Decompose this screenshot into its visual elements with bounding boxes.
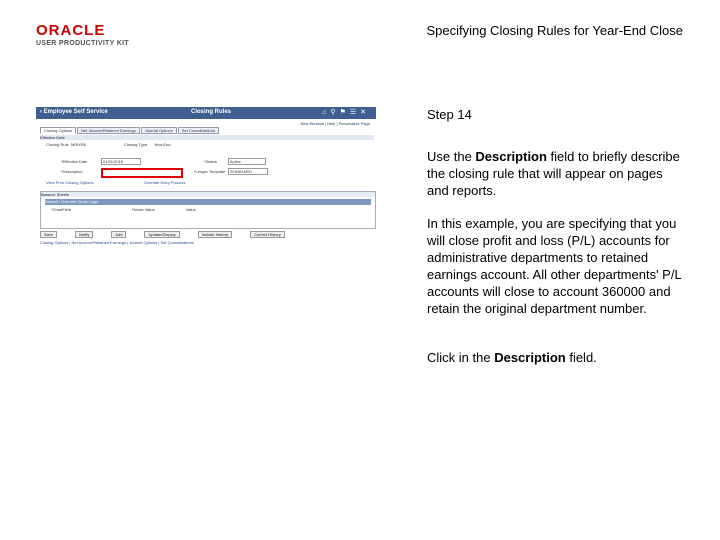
logo-upk-text: USER PRODUCTIVITY KIT	[36, 40, 129, 47]
nav-links[interactable]: New Window | Help | Personalize Page	[300, 121, 370, 126]
include-history-button[interactable]: Include History	[198, 231, 232, 238]
page-tabs	[40, 127, 220, 134]
closing-rule-label: Closing Rule	[46, 142, 69, 147]
panel-columns	[51, 207, 196, 212]
tab-journal-options[interactable]: Journal Options	[141, 127, 177, 134]
correct-history-button[interactable]: Correct History	[250, 231, 285, 238]
col-value: Value	[185, 207, 196, 212]
instruction-paragraph-1: Use the Description field to briefly describe the closing rule that will appear on pages and reports.	[427, 149, 680, 198]
close-icon[interactable]: ✕	[360, 109, 370, 116]
view-prior-link[interactable]: View Prior Closing Options	[46, 180, 94, 185]
ledger-template-input[interactable]: STANDARD	[228, 168, 268, 175]
update-display-button[interactable]: Update/Display	[144, 231, 179, 238]
oracle-upk-logo	[36, 22, 129, 47]
override-entry-link[interactable]: Override Entry Process	[144, 180, 186, 185]
description-label: *Description	[61, 169, 83, 174]
closing-type-value: Year-End	[154, 142, 171, 147]
description-field[interactable]	[101, 168, 183, 178]
panel-title: Balance Sheets	[41, 192, 375, 197]
panel-subtitle: Default / Override Close Logic	[45, 199, 371, 205]
logo-oracle-text: ORACLE	[36, 22, 106, 39]
closing-rule-value: MR0000	[71, 142, 87, 147]
balance-sheets-panel	[40, 191, 376, 229]
tab-net-income[interactable]: Net Income/Retained Earnings	[77, 127, 139, 134]
effective-date-label: *Effective Date	[61, 159, 88, 164]
effective-date-input[interactable]: 01/01/2016	[101, 158, 141, 165]
footer-links[interactable]: Closing Options | Net Income/Retained Earnings | Journal Options | Set Consolidations	[40, 240, 194, 245]
save-button[interactable]: Save	[40, 231, 57, 238]
add-button[interactable]: Add	[111, 231, 126, 238]
menu-icon[interactable]: ☰	[349, 109, 361, 116]
instruction-paragraph-2: In this example, you are specifying that you will close profit and loss (P/L) accounts for administrative departments to retained earnings account. All other departments' P/L accounts will close to account 360000 and retain the original department number.	[427, 216, 682, 316]
app-screenshot	[36, 107, 376, 247]
tab-set-consolidations[interactable]: Set Consolidations	[178, 127, 219, 134]
closing-type-label: Closing Type	[124, 142, 148, 147]
search-icon[interactable]: ⚲	[330, 109, 340, 116]
home-icon[interactable]: ⌂	[322, 109, 331, 116]
ledger-template-label: *Ledger Template	[194, 169, 226, 174]
step-number: Step 14	[427, 107, 472, 122]
button-row	[40, 231, 303, 238]
slide-title: Specifying Closing Rules for Year-End Close	[426, 23, 683, 38]
notify-button[interactable]: Notify	[75, 231, 93, 238]
app-page-title: Closing Rules	[191, 109, 232, 115]
status-label: *Status	[204, 159, 217, 164]
effective-date-section: Effective Date	[40, 135, 374, 140]
col-retain: Retain Value	[132, 207, 155, 212]
col-chartfield: *ChartField	[51, 207, 72, 212]
tab-closing-options[interactable]: Closing Options	[40, 127, 76, 134]
back-link[interactable]: ‹ Employee Self Service	[40, 109, 108, 115]
status-select[interactable]: Active	[228, 158, 266, 165]
description-term-2: Description	[494, 350, 566, 365]
instruction-paragraph-3: Click in the Description field.	[427, 350, 597, 365]
description-term: Description	[475, 149, 547, 164]
app-banner	[36, 107, 376, 119]
flag-icon[interactable]: ⚑	[339, 109, 350, 116]
toolbar-icons	[322, 108, 370, 116]
